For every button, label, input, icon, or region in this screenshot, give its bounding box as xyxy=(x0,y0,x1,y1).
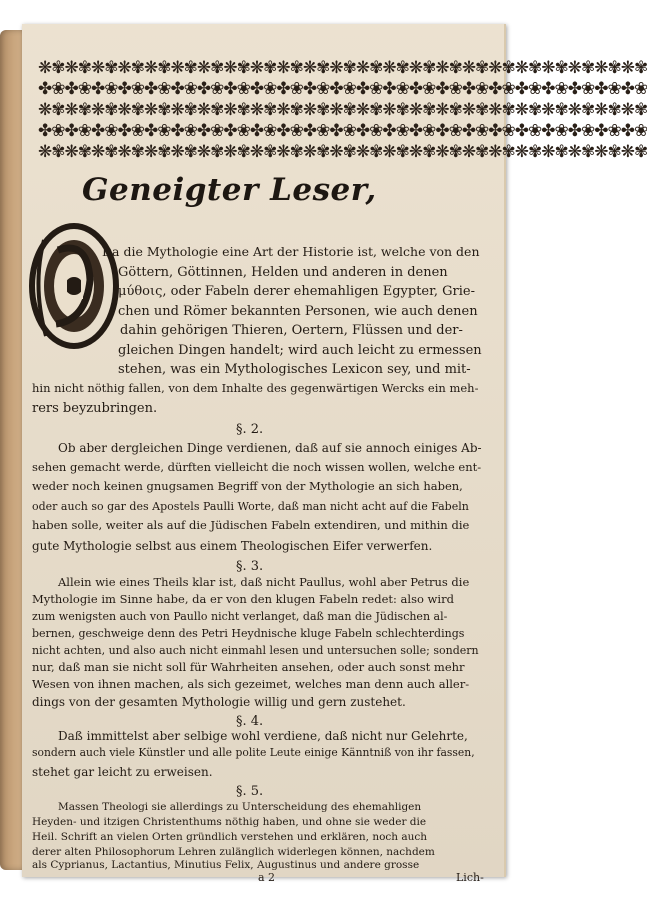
page-signature: a 2 xyxy=(258,871,276,884)
text-line: Heil. Schrift an vielen Orten gründlich verstehen und erklären, noch auch xyxy=(32,831,428,843)
text-line: μύθοις, oder Fabeln derer ehemahligen Egypter, Grie- xyxy=(118,284,476,299)
text-line: dings von der gesamten Mythologie willig und gern zustehet. xyxy=(32,695,406,709)
page-title: Geneigter Leser, xyxy=(82,172,377,208)
section-heading: §. 4. xyxy=(236,714,264,729)
text-line: Daß immittelst aber selbige wohl verdiene, daß nicht nur Gelehrte, xyxy=(58,729,468,743)
section-heading: §. 2. xyxy=(236,422,264,437)
section-heading: §. 5. xyxy=(236,784,264,799)
text-line: bernen, geschweige denn des Petri Heydnische kluge Fabeln schlechterdings xyxy=(32,627,465,640)
text-line: gleichen Dingen handelt; wird auch leicht zu ermessen xyxy=(118,343,482,358)
text-line: oder auch so gar des Apostels Paulli Worte, daß man nicht acht auf die Fabeln xyxy=(32,500,469,513)
text-line: sondern auch viele Künstler und alle polite Leute einige Känntniß von ihr fassen, xyxy=(32,746,475,759)
text-line: Massen Theologi sie allerdings zu Unterscheidung des ehemahligen xyxy=(58,801,422,813)
text-line: Göttern, Göttinnen, Helden und anderen in denen xyxy=(118,265,448,280)
text-line: Mythologie im Sinne habe, da er von den klugen Fabeln redet: also wird xyxy=(32,592,454,606)
text-line: rers beyzubringen. xyxy=(32,401,158,416)
text-line: zum wenigsten auch von Paullo nicht verlanget, daß man die Jüdischen al- xyxy=(32,610,448,623)
text-line: sehen gemacht werde, dürften vielleicht die noch wissen wollen, welche ent- xyxy=(32,460,482,474)
text-line: Wesen von ihnen machen, als sich gezeimet, welches man denn auch aller- xyxy=(32,677,470,691)
text-line: stehet gar leicht zu erweisen. xyxy=(32,765,213,779)
text-line: weder noch keinen gnugsamen Begriff von der Mythologie an sich haben, xyxy=(32,479,463,493)
text-line: Da die Mythologie eine Art der Historie ist, welche von den xyxy=(102,244,480,259)
text-line: Allein wie eines Theils klar ist, daß nicht Paullus, wohl aber Petrus die xyxy=(58,575,470,589)
catchword: Lich- xyxy=(456,871,484,884)
ornament-border: ❋✾❋✾❋✾❋✾❋✾❋✾❋✾❋✾❋✾❋✾❋✾❋✾❋✾❋✾❋✾❋✾❋✾❋✾❋✾❋✾❋✾❋✾❋✾ ✤❀✤❀✤❀✤❀✤❀✤❀✤❀✤❀✤❀✤❀✤❀✤❀✤❀✤❀✤❀✤❀✤❀✤❀✤❀✤❀✤❀✤❀✤❀ ❋✾❋✾❋✾❋✾❋✾❋✾❋✾❋✾❋✾❋✾❋✾❋✾❋✾❋✾❋✾❋✾❋✾❋✾❋✾❋✾❋✾❋✾❋✾ ✤❀✤❀✤❀✤❀✤❀✤❀✤❀✤❀✤❀✤❀✤❀✤❀✤❀✤❀✤❀✤❀✤❀✤❀✤❀✤❀✤❀✤❀✤❀ ❋✾❋✾❋✾❋✾❋✾❋✾❋✾❋✾❋✾❋✾❋✾❋✾❋✾❋✾❋✾❋✾❋✾❋✾❋✾❋✾❋✾❋✾❋✾ xyxy=(38,58,647,162)
text-line: als Cyprianus, Lactantius, Minutius Felix, Augustinus und andere grosse xyxy=(32,859,420,871)
text-line: Ob aber dergleichen Dinge verdienen, daß auf sie annoch einiges Ab- xyxy=(58,441,482,455)
section-heading: §. 3. xyxy=(236,559,264,574)
page-lower-text xyxy=(22,24,647,877)
text-line: dahin gehörigen Thieren, Oertern, Flüssen und der- xyxy=(120,323,463,338)
text-line: nicht achten, und also auch nicht einmahl lesen und untersuchen solle; sondern xyxy=(32,644,479,657)
text-line: derer alten Philosophorum Lehren zulänglich widerlegen können, nachdem xyxy=(32,846,435,858)
text-line: Heyden- und itzigen Christenthums nöthig haben, und ohne sie weder die xyxy=(32,816,427,828)
text-line: hin nicht nöthig fallen, von dem Inhalte des gegenwärtigen Wercks ein meh- xyxy=(32,381,479,395)
text-line: haben solle, weiter als auf die Jüdischen Fabeln extendiren, und mithin die xyxy=(32,518,470,532)
text-line: chen und Römer bekannten Personen, wie auch denen xyxy=(118,304,478,319)
text-line: gute Mythologie selbst aus einem Theologischen Eifer verwerfen. xyxy=(32,539,433,553)
text-line: stehen, was ein Mythologisches Lexicon sey, und mit- xyxy=(118,362,471,377)
text-line: nur, daß man sie nicht soll für Wahrheiten ansehen, oder auch sonst mehr xyxy=(32,660,465,674)
